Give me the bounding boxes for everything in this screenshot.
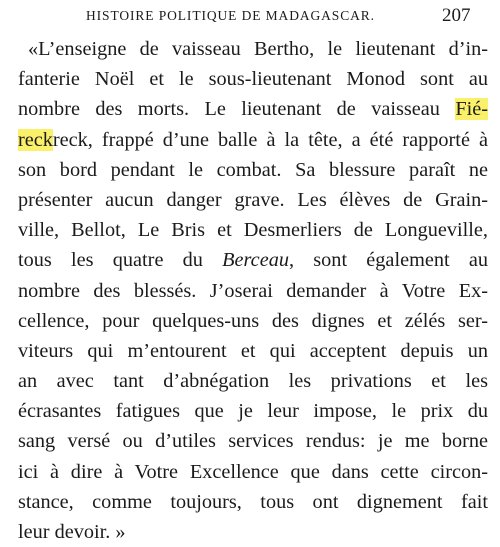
text-line [18, 276, 488, 306]
line-text: fanterie Noël et le sous-lieutenant Monod sont au [18, 68, 488, 91]
line-text: nombre des morts. Le lieutenant de vaisseau [18, 98, 456, 121]
running-header [0, 6, 500, 30]
running-title: HISTOIRE POLITIQUE DE MADAGASCAR. [86, 8, 375, 23]
line-text: ville, Bellot, Le Bris et Desmerliers de Longueville, [18, 219, 488, 242]
highlighted-word: reck [18, 128, 53, 151]
text-line [18, 125, 488, 155]
text-line [18, 215, 488, 245]
text-line [18, 426, 488, 456]
line-text: stance, comme toujours, tous ont dignement fait [18, 490, 488, 513]
text-line [18, 396, 488, 426]
italic-ship-name: Berceau [222, 249, 289, 272]
line-text: cellence, pour quelques-uns des dignes et zélés ser- [18, 309, 488, 332]
line-text: viteurs qui m’entourent et qui acceptent depuis un [18, 339, 488, 362]
text-line [18, 64, 488, 94]
text-line [18, 487, 488, 517]
text-line [18, 336, 488, 366]
line-text: «L’enseigne de vaisseau Bertho, le lieutenant d’in- [28, 38, 488, 60]
line-text: nombre des blessés. J’oserai demander à Votre Ex- [18, 279, 488, 302]
line-text: , sont également au [288, 249, 488, 272]
text-line [18, 517, 488, 547]
text-line [18, 155, 488, 185]
body-text [18, 34, 488, 547]
highlighted-word: Fié- [455, 98, 488, 121]
line-text: leur devoir. » [18, 521, 126, 543]
page-number: 207 [442, 5, 471, 26]
text-line [18, 366, 488, 396]
line-text: tous les quatre du [18, 249, 223, 272]
line-text: an avec tant d’abnégation les privations et les [18, 370, 488, 393]
text-line [18, 34, 488, 64]
line-text: son bord pendant le combat. Sa blessure paraît ne [18, 158, 488, 181]
text-line [18, 245, 488, 275]
text-line [18, 457, 488, 487]
text-line [18, 94, 488, 124]
line-text: sang versé ou d’utiles services rendus: je me borne [18, 430, 488, 453]
line-text: ici à dire à Votre Excellence que dans cette circon- [18, 460, 488, 483]
line-text: écrasantes fatigues que je leur impose, le prix du [18, 400, 488, 423]
line-text: présenter aucun danger grave. Les élèves de Grain- [18, 188, 488, 211]
line-text: reck, frappé d’une balle à la tête, a été rapporté à [52, 128, 488, 151]
text-line [18, 306, 488, 336]
text-line [18, 185, 488, 215]
